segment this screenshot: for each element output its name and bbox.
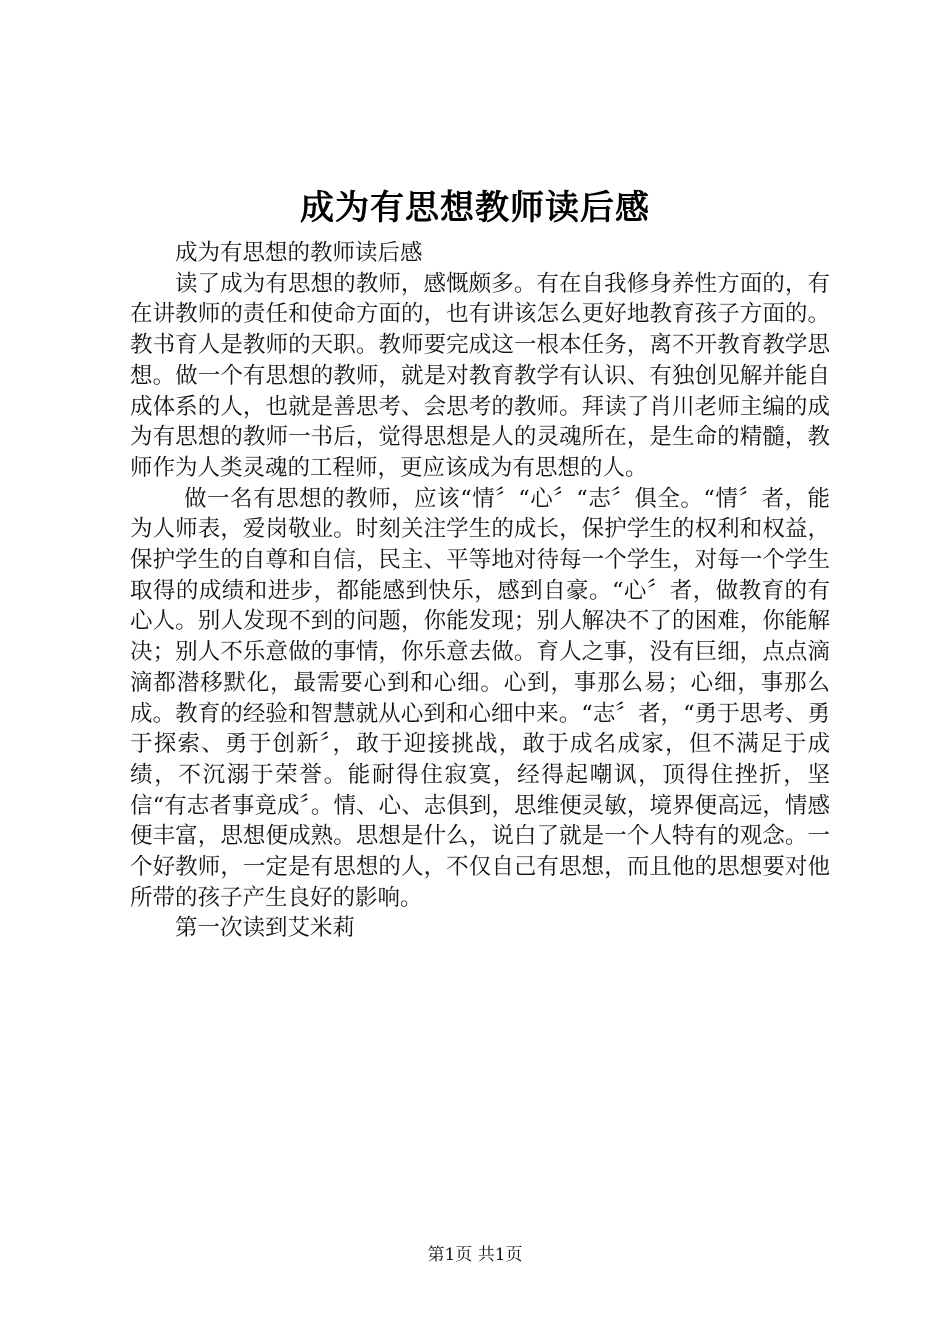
paragraph-intro: 读了成为有思想的教师，感慨颇多。有在自我修身养性方面的，有在讲教师的责任和使命方面的，也有讲该怎么更好地教育孩子方面的。教书育人是教师的天职。教师要完成这一根本任务，离不开教育教学思想。做一个有思想的教师，就是对教育教学有认识、有独创见解并能自成体系的人，也就是善思考、会思考的教师。拜读了肖川老师主编的成为有思想的教师一书后，觉得思想是人的灵魂所在，是生命的精髓，教师作为人类灵魂的工程师，更应该成为有思想的人。 [130, 270, 830, 481]
paragraph-next: 第一次读到艾米莉 [175, 915, 356, 942]
paragraph-main: 做一名有思想的教师，应该“情〞“心〞“志〞俱全。“情〞者，能为人师表，爱岗敬业。时刻关注学生的成长，保护学生的权利和权益，保护学生的自尊和自信，民主、平等地对待每一个学生，对每一个学生取得的成绩和进步，都能感到快乐，感到自豪。“心〞者，做教育的有心人。别人发现不到的问题，你能发现；别人解决不了的困难，你能解决；别人不乐意做的事情，你乐意去做。育人之事，没有巨细，点点滴滴都潜移默化，最需要心到和心细。心到，事那么易；心细，事那么成。教育的经验和智慧就从心到和心细中来。“志〞者，“勇于思考、勇于探索、勇于创新〞，敢于迎接挑战，敢于成名成家，但不满足于成绩，不沉溺于荣誉。能耐得住寂寞，经得起嘲讽，顶得住挫折，坚信“有志者事竟成〞。情、心、志俱到，思维便灵敏，境界便高远，情感便丰富，思想便成熟。思想是什么，说白了就是一个人特有的观念。一个好教师，一定是有思想的人，不仅自己有思想，而且他的思想要对他所带的孩子产生良好的影响。 [130, 485, 830, 911]
document-body [130, 238, 830, 944]
paragraph-subtitle: 成为有思想的教师读后感 [175, 240, 423, 266]
page-number-footer: 第1页 共1页 [427, 1245, 523, 1265]
document-title: 成为有思想教师读后感 [300, 188, 650, 228]
